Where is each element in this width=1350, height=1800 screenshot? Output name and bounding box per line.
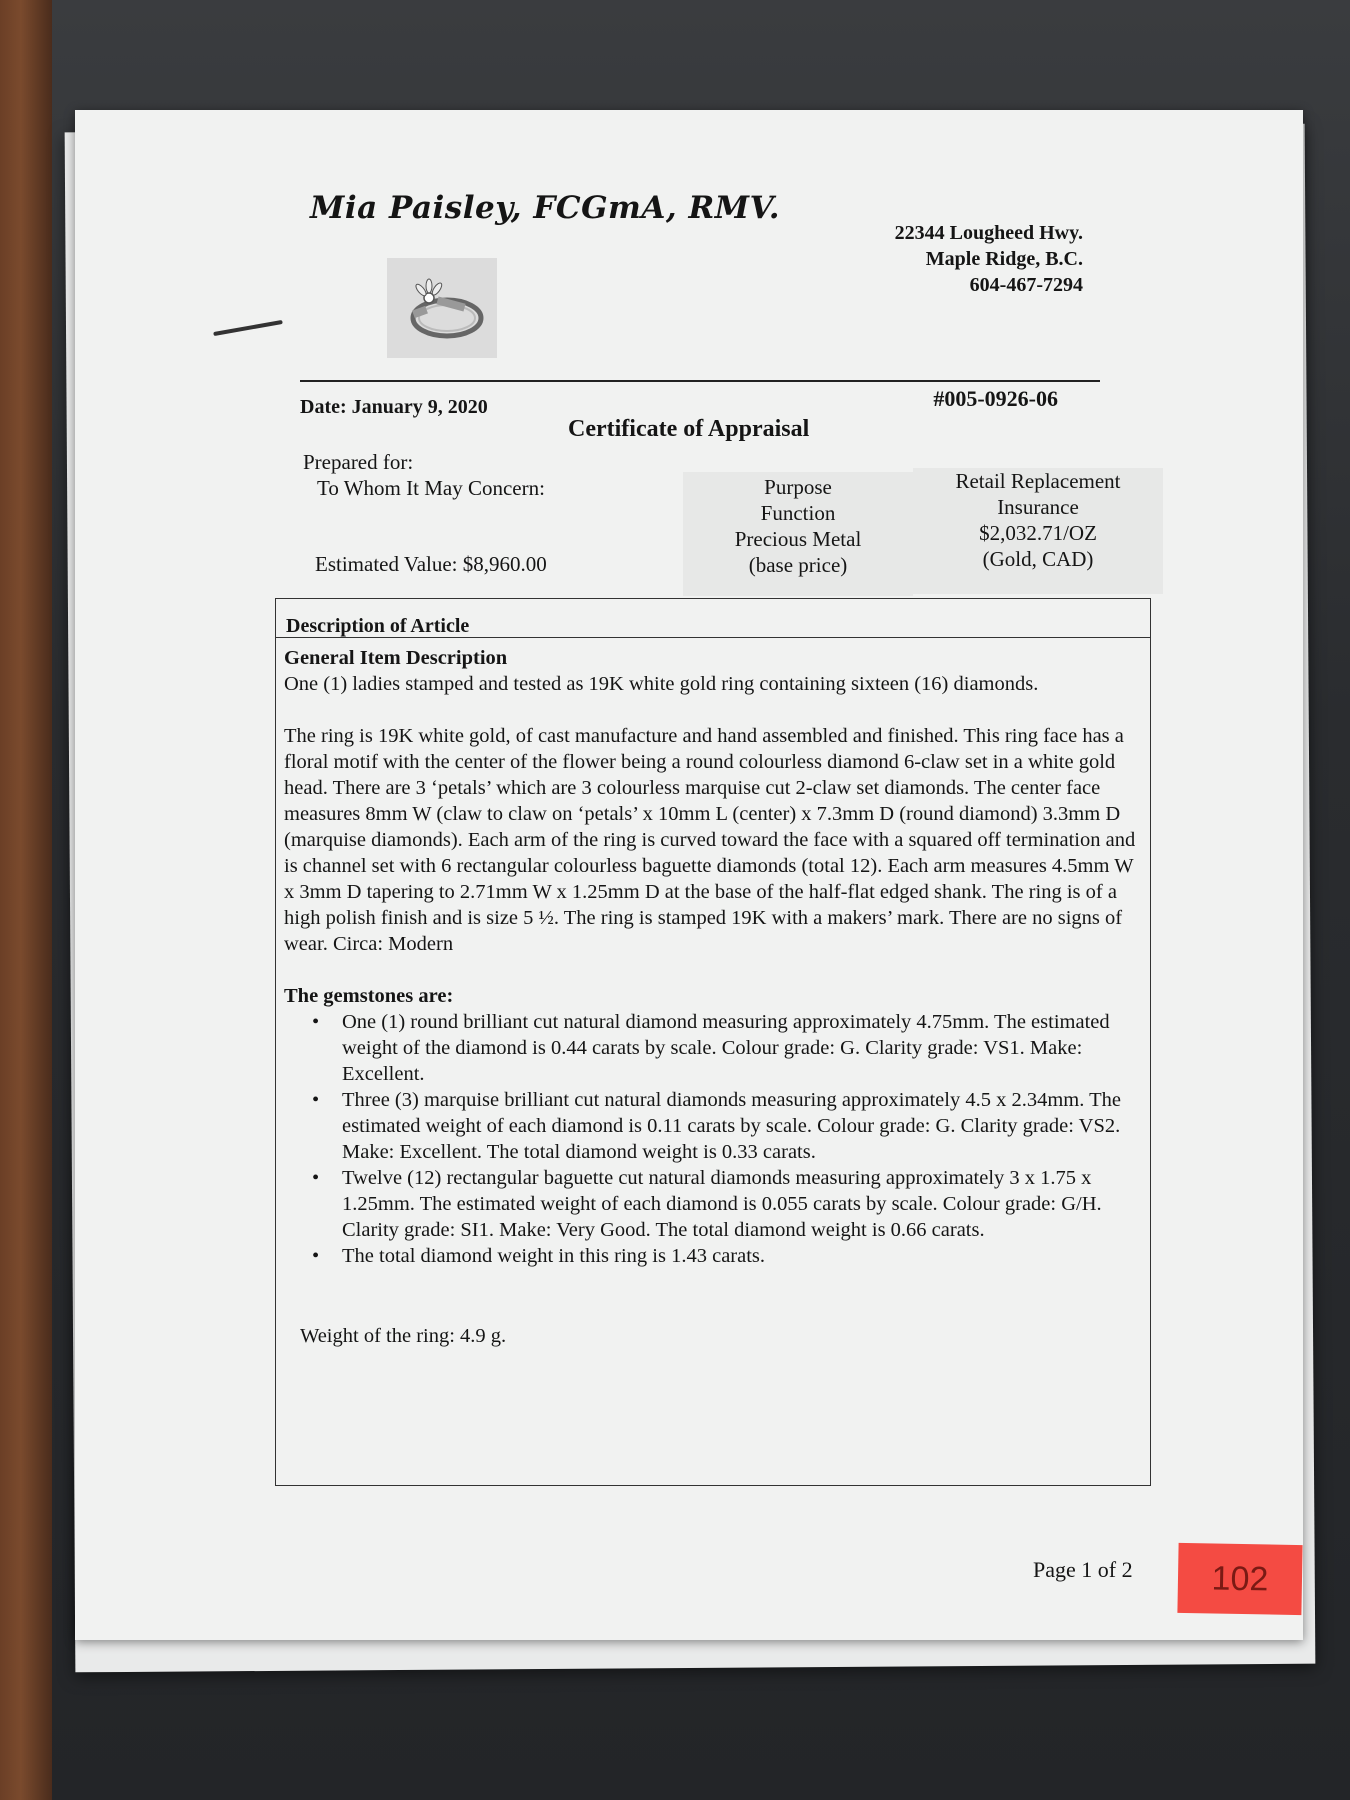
document-title: Certificate of Appraisal [568, 416, 810, 442]
general-description-title: General Item Description [284, 647, 508, 669]
page-number: Page 1 of 2 [1033, 1557, 1133, 1582]
retail-column [913, 468, 1163, 594]
list-item [312, 1009, 1144, 1087]
bullet-icon: • [312, 1245, 320, 1267]
appraiser-name: Mia Paisley, FCGmA, RMV. [310, 190, 780, 226]
appraisal-document [75, 110, 1303, 1640]
bullet-icon: • [312, 1167, 320, 1189]
description-header [276, 599, 1150, 638]
gemstone-text: Three (3) marquise brilliant cut natural diamonds measuring approximately 4.5 x 2.34mm. The estimated weight of each diamond is 0.11 carats by scale. Colour grade: G. Clarity grade: VS2. Make: Excellent. The total diamond weight is 0.33 carats. [342, 1089, 1121, 1163]
purpose-line: Precious Metal [734, 527, 862, 551]
bullet-icon: • [312, 1011, 320, 1033]
address-phone: 604-467-7294 [969, 274, 1083, 296]
ring-weight: Weight of the ring: 4.9 g. [300, 1325, 507, 1347]
purpose-line: Function [760, 501, 836, 525]
prepared-for-recipient: To Whom It May Concern: [317, 476, 545, 500]
gemstones-title: The gemstones are: [284, 985, 454, 1007]
list-item [312, 1243, 1144, 1269]
description-title: Description of Article [286, 615, 470, 637]
purpose-line: (base price) [748, 553, 848, 577]
general-description-text: One (1) ladies stamped and tested as 19K white gold ring containing sixteen (16) diamonds. [284, 673, 1039, 695]
address-street: 22344 Lougheed Hwy. [894, 222, 1083, 244]
ring-icon [387, 258, 497, 358]
retail-line: $2,032.71/OZ [979, 521, 1097, 545]
gemstone-list [284, 1009, 1144, 1269]
description-content [284, 645, 1144, 1349]
wooden-desk-edge [0, 0, 52, 1800]
ring-photo [387, 258, 497, 358]
gemstone-text: Twelve (12) rectangular baguette cut natural diamonds measuring approximately 3 x 1.75 x 1.25mm. The estimated weight of each diamond is 0.055 carats by scale. Colour grade: G/H. Clarity grade: SI1. Make: Very Good. The total diamond weight is 0.66 carats. [342, 1167, 1102, 1241]
retail-line: Insurance [997, 495, 1079, 519]
retail-line: Retail Replacement [955, 469, 1121, 493]
list-item [312, 1087, 1144, 1165]
description-box [275, 598, 1151, 1486]
purpose-column [683, 472, 913, 596]
retail-line: (Gold, CAD) [982, 547, 1094, 571]
estimated-value: Estimated Value: $8,960.00 [315, 552, 547, 576]
bullet-icon: • [312, 1089, 320, 1111]
business-address [895, 220, 1083, 298]
purpose-line: Purpose [764, 475, 832, 499]
ring-description-text: The ring is 19K white gold, of cast manufacture and hand assembled and finished. This ring face has a floral motif with the center of the flower being a round colourless diamond 6-claw set in a white gold head. There are 3 ‘petals’ which are 3 colourless marquise cut 2-claw set diamonds. The center face measures 8mm W (claw to claw on ‘petals’ x 10mm L (center) x 7.3mm D (round diamond) 3.3mm D (marquise diamonds). Each arm of the ring is curved toward the face with a squared off termination and is channel set with 6 rectangular colourless baguette diamonds (total 12). Each arm measures 4.5mm W x 3mm D tapering to 2.71mm W x 1.25mm D at the base of the half-flat edged shank. The ring is of a high polish finish and is size 5 ½. The ring is stamped 19K with a makers’ mark. There are no signs of wear. Circa: Modern [284, 725, 1136, 955]
list-item [312, 1165, 1144, 1243]
header-divider [300, 380, 1100, 382]
address-city: Maple Ridge, B.C. [925, 248, 1083, 270]
pen-mark [213, 320, 283, 336]
gemstone-text: The total diamond weight in this ring is 1.43 carats. [342, 1245, 766, 1267]
gemstone-text: One (1) round brilliant cut natural diamond measuring approximately 4.75mm. The estimated weight of the diamond is 0.44 carats by scale. Colour grade: G. Clarity grade: VS1. Make: Excellent. [342, 1011, 1110, 1085]
certificate-number: #005-0926-06 [933, 386, 1058, 411]
appraisal-date: Date: January 9, 2020 [300, 396, 488, 418]
exhibit-sticker: 102 [1177, 1543, 1302, 1615]
prepared-for-label: Prepared for: [303, 450, 414, 474]
